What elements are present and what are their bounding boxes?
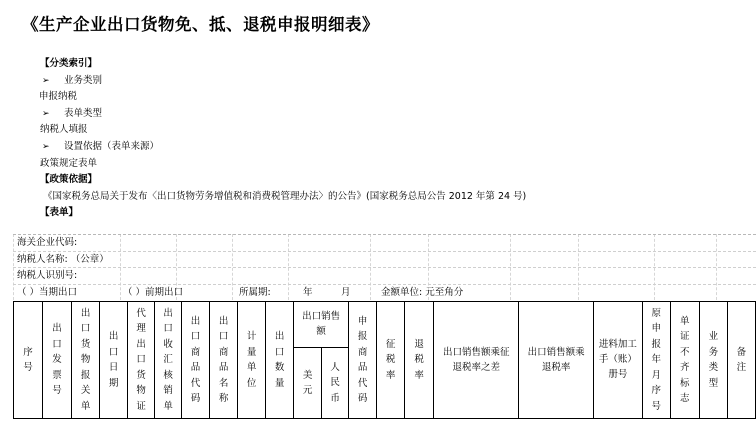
form-header <box>13 234 756 300</box>
taxpayer-name-line: 纳税人名称: （公章） <box>13 252 756 269</box>
col-header-agency-certificate: 代理出口货物证 <box>128 302 155 419</box>
year-label: 年 <box>303 286 313 298</box>
previous-period-option[interactable]: （ ）前期出口 <box>123 286 184 298</box>
col-header-quantity: 出口数量 <box>266 302 294 419</box>
col-header-declared-goods-code: 申报商品代码 <box>349 302 377 419</box>
col-header-refund-rate: 退税率 <box>405 302 434 419</box>
taxpayer-id-line: 纳税人识别号: <box>13 268 756 285</box>
page-title: 《生产企业出口货物免、抵、退税申报明细表》 <box>22 15 379 34</box>
form-type-item <box>40 106 526 123</box>
col-header-export-date: 出口日期 <box>100 302 128 419</box>
form-type-value: 纳税人填报 <box>40 124 88 136</box>
month-label: 月 <box>341 286 351 298</box>
col-header-rate-difference: 出口销售额乘征退税率之差 <box>434 302 519 419</box>
arrow-bullet-icon: ➢ <box>42 141 50 152</box>
current-period-option[interactable]: （ ）当期出口 <box>17 286 78 298</box>
col-header-incomplete-docs-flag: 单证不齐标志 <box>670 302 699 419</box>
basis-item <box>40 139 526 156</box>
detail-table <box>13 301 756 419</box>
basis-label: 设置依据（表单来源） <box>64 140 160 152</box>
policy-text: 《国家税务总局关于发布〈出口货物劳务增值税和消费税管理办法〉的公告》(国家税务总局公告 2012 年第 24 号) <box>43 190 527 202</box>
col-header-original-period-serial: 原申报年月序号 <box>642 302 670 419</box>
business-type-item <box>40 73 526 90</box>
basis-value: 政策规定表单 <box>40 157 98 169</box>
form-heading: 【表单】 <box>40 207 79 219</box>
info-section <box>40 56 526 222</box>
col-header-levy-rate: 征税率 <box>377 302 405 419</box>
col-header-goods-code: 出口商品代码 <box>182 302 210 419</box>
category-heading: 【分类索引】 <box>40 58 98 69</box>
col-header-invoice-no: 出口发票号 <box>43 302 72 419</box>
col-header-refund-amount: 出口销售额乘退税率 <box>519 302 594 419</box>
col-header-unit: 计量单位 <box>238 302 266 419</box>
col-header-business-type: 业务类型 <box>699 302 727 419</box>
col-header-fx-verification: 出口收汇核销单 <box>155 302 182 419</box>
customs-code-line: 海关企业代码: <box>13 235 756 252</box>
col-header-sales-amount: 出口销售额 <box>294 302 349 348</box>
col-header-rmb: 人民币 <box>322 348 349 419</box>
period-line <box>13 285 756 301</box>
business-type-value: 申报纳税 <box>39 91 78 103</box>
form-type-label: 表单类型 <box>64 107 103 119</box>
amount-unit-label: 金额单位: 元至角分 <box>381 286 464 298</box>
arrow-bullet-icon: ➢ <box>42 75 50 86</box>
policy-heading: 【政策依据】 <box>40 174 98 186</box>
arrow-bullet-icon: ➢ <box>42 108 50 119</box>
col-header-usd: 美元 <box>294 348 322 419</box>
col-header-goods-name: 出口商品名称 <box>210 302 238 419</box>
col-header-remarks: 备注 <box>727 302 755 419</box>
period-label: 所属期: <box>239 286 271 298</box>
col-header-serial: 序号 <box>14 302 43 419</box>
business-type-label: 业务类别 <box>64 74 103 86</box>
col-header-customs-declaration: 出口货物报关单 <box>72 302 100 419</box>
col-header-processing-book-no: 进料加工手（账）册号 <box>594 302 643 419</box>
